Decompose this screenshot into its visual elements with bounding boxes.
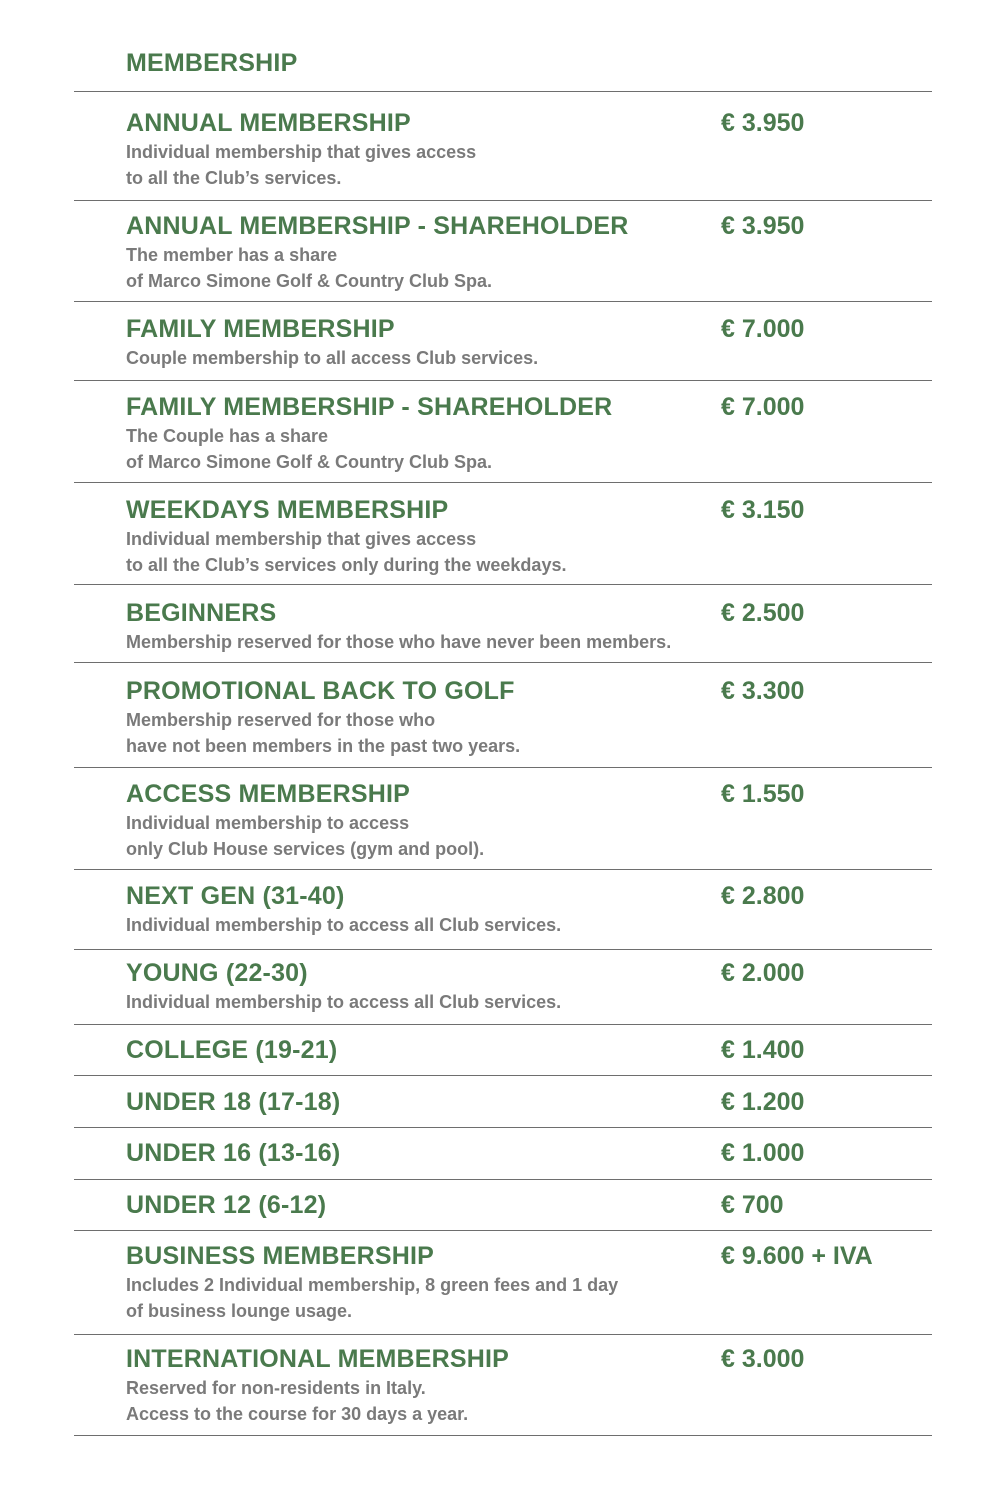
- description-line: Individual membership to access all Club services.: [126, 915, 562, 935]
- membership-description: [126, 707, 520, 759]
- membership-description: [126, 912, 561, 938]
- divider-line: [74, 91, 932, 92]
- divider-line: [74, 200, 932, 201]
- divider-line: [74, 482, 932, 483]
- divider-line: [74, 1075, 932, 1076]
- membership-description: [126, 345, 538, 371]
- membership-description: [126, 423, 492, 475]
- description-line: Individual membership that gives access: [126, 529, 477, 549]
- divider-line: [74, 869, 932, 870]
- divider-line: [74, 1334, 932, 1335]
- membership-name: FAMILY MEMBERSHIP - SHAREHOLDER: [126, 393, 613, 421]
- divider-line: [74, 1127, 932, 1128]
- description-line: Membership reserved for those who: [126, 710, 436, 730]
- membership-name: UNDER 18 (17-18): [126, 1088, 341, 1116]
- membership-price: € 700: [721, 1191, 784, 1219]
- membership-description: [126, 1375, 468, 1427]
- membership-price: € 1.550: [721, 780, 805, 808]
- description-line: Individual membership to access: [126, 813, 410, 833]
- membership-name: UNDER 12 (6-12): [126, 1191, 327, 1219]
- membership-name: INTERNATIONAL MEMBERSHIP: [126, 1345, 510, 1373]
- divider-line: [74, 1179, 932, 1180]
- divider-line: [74, 1435, 932, 1436]
- description-line: Includes 2 Individual membership, 8 green fees and 1 day: [126, 1275, 619, 1295]
- membership-price: € 3.300: [721, 677, 805, 705]
- description-line: Individual membership to access all Club services.: [126, 992, 562, 1012]
- membership-name: UNDER 16 (13-16): [126, 1139, 341, 1167]
- description-line: The member has a share: [126, 245, 338, 265]
- description-line: of Marco Simone Golf & Country Club Spa.: [126, 271, 493, 291]
- membership-name: ANNUAL MEMBERSHIP: [126, 109, 411, 137]
- description-line: The Couple has a share: [126, 426, 329, 446]
- membership-description: [126, 1272, 618, 1324]
- divider-line: [74, 301, 932, 302]
- description-line: to all the Club’s services only during the weekdays.: [126, 555, 567, 575]
- divider-line: [74, 1024, 932, 1025]
- membership-name: FAMILY MEMBERSHIP: [126, 315, 395, 343]
- membership-price: € 3.950: [721, 109, 805, 137]
- membership-name: BUSINESS MEMBERSHIP: [126, 1242, 435, 1270]
- membership-description: [126, 139, 476, 191]
- description-line: Individual membership that gives access: [126, 142, 477, 162]
- description-line: Access to the course for 30 days a year.: [126, 1404, 469, 1424]
- membership-name: YOUNG (22-30): [126, 959, 308, 987]
- membership-name: ACCESS MEMBERSHIP: [126, 780, 410, 808]
- membership-price: € 7.000: [721, 393, 805, 421]
- membership-name: PROMOTIONAL BACK TO GOLF: [126, 677, 515, 705]
- membership-price: € 1.000: [721, 1139, 805, 1167]
- membership-description: [126, 629, 671, 655]
- membership-price: € 3.950: [721, 212, 805, 240]
- membership-description: [126, 810, 484, 862]
- membership-price: € 2.800: [721, 882, 805, 910]
- membership-price: € 1.200: [721, 1088, 805, 1116]
- membership-description: [126, 242, 492, 294]
- description-line: to all the Club’s services.: [126, 168, 342, 188]
- membership-description: [126, 989, 561, 1015]
- description-line: have not been members in the past two years.: [126, 736, 521, 756]
- divider-line: [74, 662, 932, 663]
- description-line: only Club House services (gym and pool).: [126, 839, 485, 859]
- membership-price: € 3.150: [721, 496, 805, 524]
- membership-name: COLLEGE (19-21): [126, 1036, 338, 1064]
- membership-price: € 2.000: [721, 959, 805, 987]
- membership-price: € 2.500: [721, 599, 805, 627]
- divider-line: [74, 380, 932, 381]
- divider-line: [74, 767, 932, 768]
- description-line: of business lounge usage.: [126, 1301, 353, 1321]
- description-line: Reserved for non-residents in Italy.: [126, 1378, 426, 1398]
- divider-line: [74, 949, 932, 950]
- membership-price: € 7.000: [721, 315, 805, 343]
- membership-price: € 9.600 + IVA: [721, 1242, 873, 1270]
- divider-line: [74, 584, 932, 585]
- membership-name: NEXT GEN (31-40): [126, 882, 345, 910]
- membership-price: € 1.400: [721, 1036, 805, 1064]
- description-line: Couple membership to all access Club services.: [126, 348, 539, 368]
- description-line: Membership reserved for those who have never been members.: [126, 632, 672, 652]
- membership-price: € 3.000: [721, 1345, 805, 1373]
- membership-name: BEGINNERS: [126, 599, 277, 627]
- description-line: of Marco Simone Golf & Country Club Spa.: [126, 452, 493, 472]
- page-title: MEMBERSHIP: [126, 49, 298, 77]
- membership-name: WEEKDAYS MEMBERSHIP: [126, 496, 449, 524]
- membership-name: ANNUAL MEMBERSHIP - SHAREHOLDER: [126, 212, 629, 240]
- membership-description: [126, 526, 566, 578]
- divider-line: [74, 1230, 932, 1231]
